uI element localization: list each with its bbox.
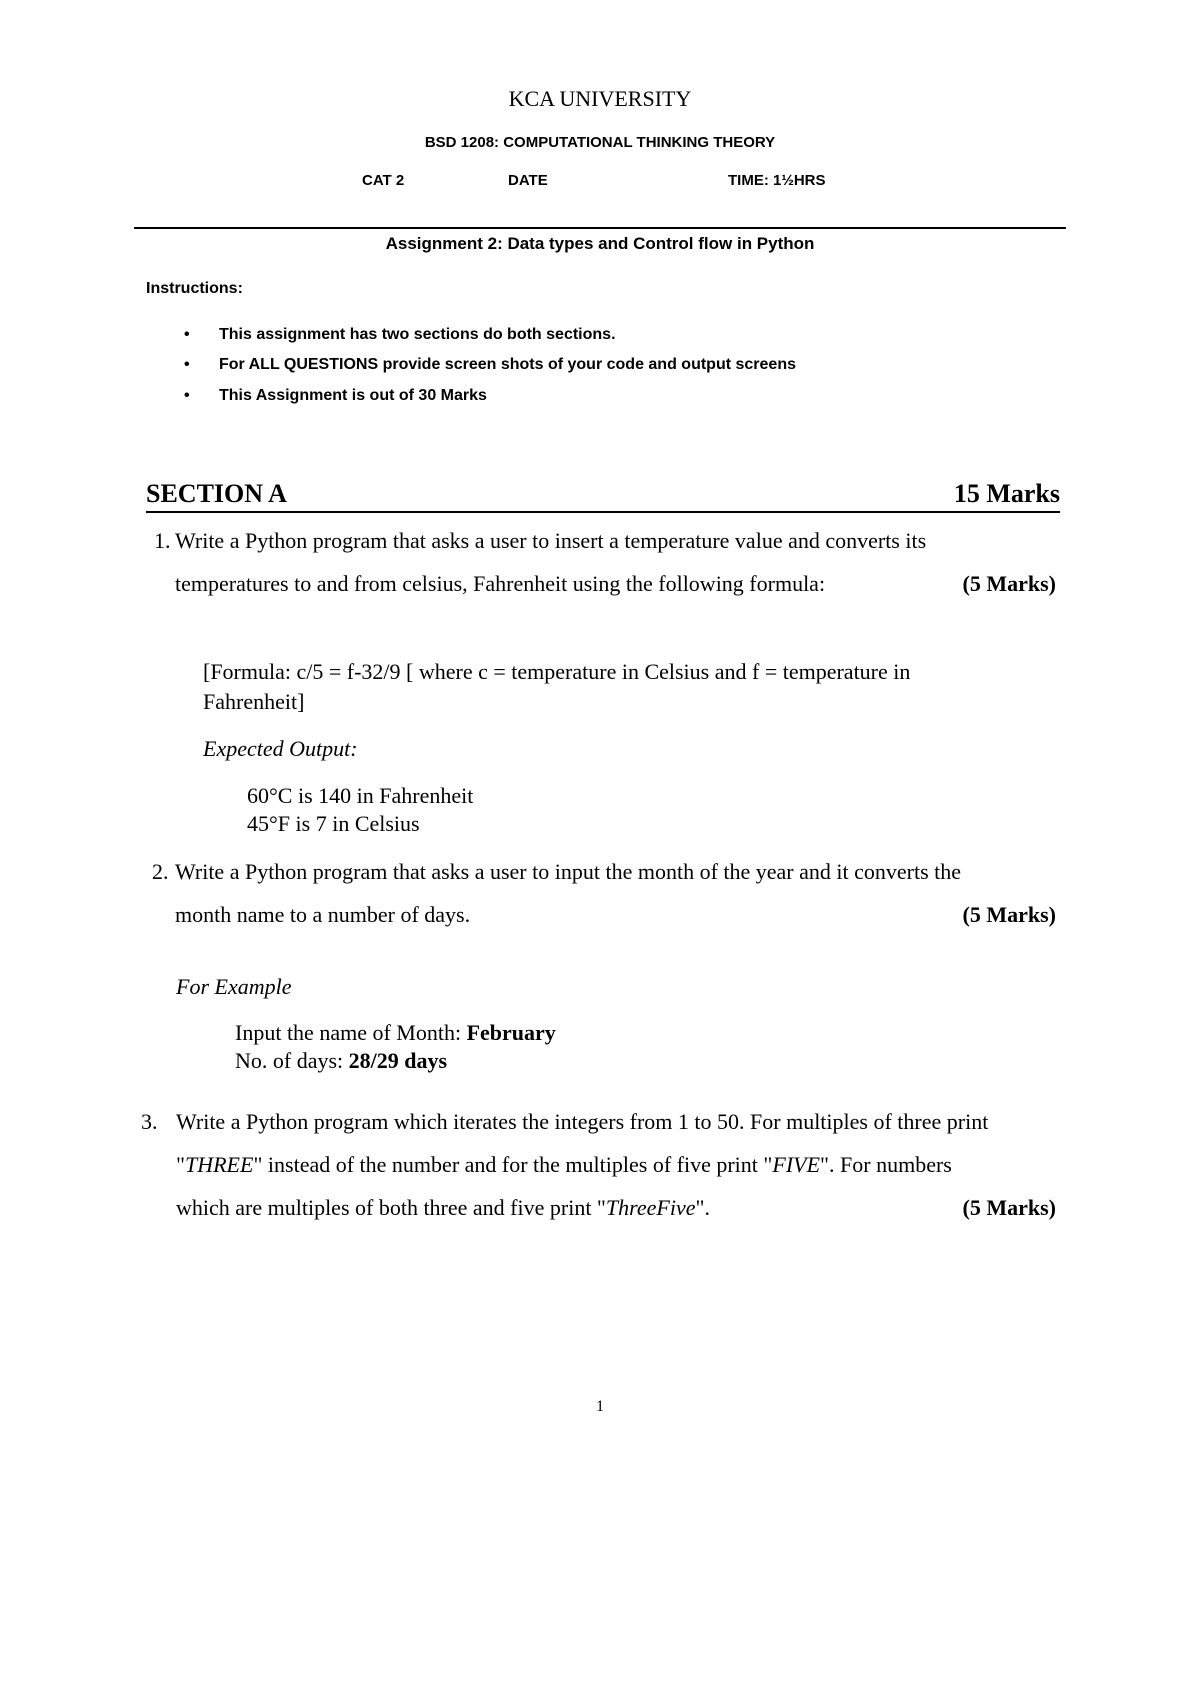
question-1-number: 1. bbox=[154, 528, 171, 553]
instruction-text: This assignment has two sections do both sections. bbox=[219, 326, 616, 343]
example-input-value: February bbox=[466, 1020, 556, 1045]
question-3-line-3-start: which are multiples of both three and five print " bbox=[176, 1195, 606, 1220]
question-3-line-2-end: ". For numbers bbox=[820, 1152, 952, 1177]
instruction-text: For ALL QUESTIONS provide screen shots of your code and output screens bbox=[219, 356, 796, 373]
example-input-label: Input the name of Month: bbox=[235, 1020, 467, 1045]
question-1-line-1: Write a Python program that asks a user to insert a temperature value and converts its bbox=[175, 528, 927, 553]
question-2-line-2: month name to a number of days. bbox=[175, 902, 471, 927]
date-label: DATE bbox=[508, 172, 548, 189]
formula-line-1: [Formula: c/5 = f-32/9 [ where c = temperature in Celsius and f = temperature in bbox=[203, 659, 911, 684]
example-input-line bbox=[235, 1020, 556, 1046]
section-marks: 15 Marks bbox=[953, 479, 1060, 508]
question-3-line-2 bbox=[176, 1152, 952, 1178]
question-3-marks: (5 Marks) bbox=[962, 1195, 1056, 1220]
time-label: TIME: 1½HRS bbox=[728, 172, 826, 189]
question-3-line-3-end: ". bbox=[695, 1195, 710, 1220]
cat-label: CAT 2 bbox=[362, 172, 405, 189]
example-days-value: 28/29 days bbox=[348, 1048, 448, 1073]
expected-output-line-1: 60°C is 140 in Fahrenheit bbox=[247, 783, 474, 808]
expected-output-line-2: 45°F is 7 in Celsius bbox=[247, 811, 420, 836]
question-3-line-2-middle: " instead of the number and for the multiples of five print " bbox=[253, 1152, 773, 1177]
question-2-line-1: Write a Python program that asks a user to input the month of the year and it converts the bbox=[175, 859, 962, 884]
assignment-title: Assignment 2: Data types and Control flow in Python bbox=[385, 234, 815, 253]
for-example-label: For Example bbox=[176, 974, 292, 999]
question-1-line-2: temperatures to and from celsius, Fahrenheit using the following formula: bbox=[175, 571, 826, 596]
example-days-line bbox=[235, 1048, 447, 1074]
section-title: SECTION A bbox=[146, 479, 287, 508]
course-title: BSD 1208: COMPUTATIONAL THINKING THEORY bbox=[424, 134, 776, 151]
header-divider bbox=[134, 227, 1066, 229]
bullet-icon: • bbox=[184, 387, 190, 404]
university-name: KCA UNIVERSITY bbox=[508, 86, 692, 111]
question-2-marks: (5 Marks) bbox=[962, 902, 1056, 927]
question-3-line-1: Write a Python program which iterates the integers from 1 to 50. For multiples of three print bbox=[176, 1109, 989, 1134]
three-keyword: THREE bbox=[184, 1152, 254, 1177]
instructions-heading: Instructions: bbox=[146, 280, 243, 297]
instruction-text: This Assignment is out of 30 Marks bbox=[219, 387, 487, 404]
page-number: 1 bbox=[596, 1398, 604, 1415]
instruction-item bbox=[184, 387, 487, 405]
question-1-marks: (5 Marks) bbox=[962, 571, 1056, 596]
instruction-item bbox=[184, 356, 796, 374]
quote-open: " bbox=[176, 1152, 185, 1177]
expected-output-label: Expected Output: bbox=[203, 736, 358, 761]
five-keyword: FIVE bbox=[772, 1152, 821, 1177]
section-a-heading bbox=[146, 475, 1060, 513]
formula-line-2: Fahrenheit] bbox=[203, 689, 305, 714]
bullet-icon: • bbox=[184, 356, 190, 373]
question-2-number: 2. bbox=[152, 859, 169, 884]
question-3-line-3 bbox=[176, 1195, 710, 1221]
question-3-number: 3. bbox=[141, 1109, 158, 1134]
bullet-icon: • bbox=[184, 326, 190, 343]
threefive-keyword: ThreeFive bbox=[605, 1195, 696, 1220]
example-days-label: No. of days: bbox=[235, 1048, 349, 1073]
instruction-item bbox=[184, 326, 616, 344]
